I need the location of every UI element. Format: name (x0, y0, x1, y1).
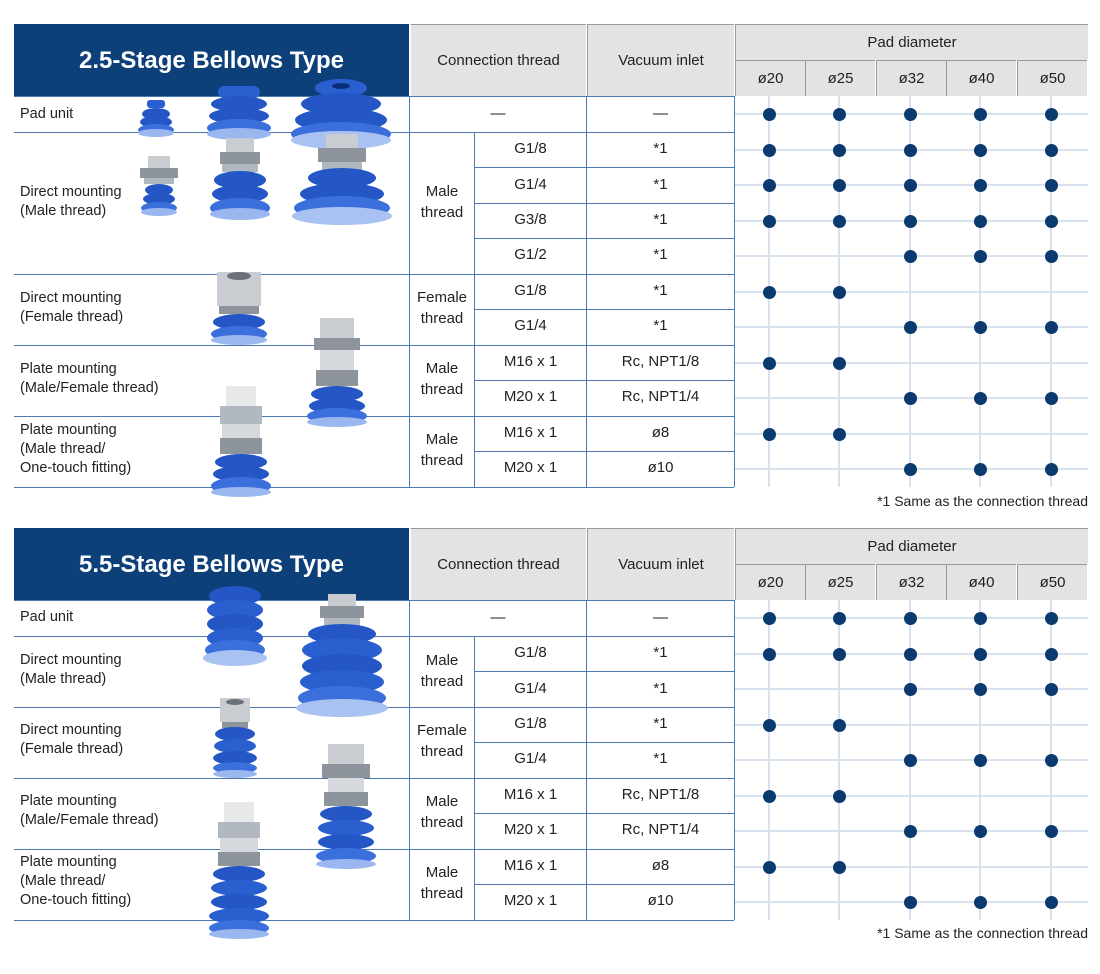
row-label: Pad unit (20, 106, 74, 122)
row-label: Plate mounting (Male/Female thread) (20, 793, 159, 828)
availability-dot (763, 286, 776, 299)
availability-dot (763, 861, 776, 874)
plate-mount-pad-image (314, 744, 378, 884)
availability-dot (1045, 250, 1058, 263)
availability-dot (833, 648, 846, 661)
table-body (14, 96, 1088, 509)
plate-mount-pad-image (306, 318, 368, 430)
availability-dot (904, 215, 917, 228)
availability-dot (833, 286, 846, 299)
availability-dot (974, 144, 987, 157)
availability-dot (763, 108, 776, 121)
availability-dot (1045, 321, 1058, 334)
bellows-pad-image (202, 586, 268, 676)
availability-dot (1045, 392, 1058, 405)
connection-thread-cell: G1/8 (514, 281, 547, 299)
availability-dot (974, 250, 987, 263)
connection-thread-cell: — (490, 609, 506, 626)
vacuum-inlet-cell: ø10 (647, 892, 674, 909)
female-thread-pad-image (209, 272, 269, 354)
footnote: *1 Same as the connection thread (877, 493, 1088, 509)
availability-dot (1045, 896, 1058, 909)
availability-dot (1045, 683, 1058, 696)
availability-dot (904, 754, 917, 767)
availability-dot (974, 612, 987, 625)
table-bottom-border (14, 920, 734, 921)
availability-dot (833, 612, 846, 625)
connection-thread-cell: M20 x 1 (503, 459, 558, 476)
availability-dot (833, 861, 846, 874)
availability-dot (974, 321, 987, 334)
header-diameter: ø32 (876, 564, 946, 600)
header-diameter: ø50 (1017, 564, 1087, 600)
grid-hline (735, 795, 1088, 797)
bellows-pad-image (137, 100, 175, 140)
connection-thread-cell: G1/4 (514, 317, 547, 334)
thread-type-label: Male thread (420, 863, 464, 902)
vacuum-inlet-cell: — (653, 609, 668, 626)
connection-thread-cell: M20 x 1 (503, 388, 558, 405)
availability-dot (904, 896, 917, 909)
table-header (14, 24, 1088, 96)
availability-dot (974, 825, 987, 838)
header-diameter: ø25 (805, 60, 875, 96)
availability-dot (974, 683, 987, 696)
availability-dot (763, 357, 776, 370)
thread-type-label: Male thread (420, 792, 464, 831)
connection-thread-cell: M20 x 1 (503, 821, 558, 838)
availability-dot (1045, 825, 1058, 838)
availability-dot (763, 215, 776, 228)
vacuum-inlet-cell: *1 (653, 644, 668, 661)
connection-thread-cell: M20 x 1 (503, 892, 558, 909)
thread-type-label: Male thread (420, 651, 464, 690)
availability-dot (833, 790, 846, 803)
availability-dot (763, 719, 776, 732)
row-label: Direct mounting (Male thread) (20, 652, 122, 687)
availability-dot (974, 896, 987, 909)
connection-thread-cell: M16 x 1 (503, 785, 558, 803)
vacuum-inlet-cell: Rc, NPT1/4 (621, 821, 700, 838)
table-header (14, 528, 1088, 600)
row-label: Pad unit (20, 609, 74, 625)
table-title: 2.5-Stage Bellows Type (14, 24, 409, 96)
vacuum-inlet-cell: *1 (653, 175, 668, 193)
availability-dot (833, 108, 846, 121)
availability-dot (763, 179, 776, 192)
header-vacuum-inlet: Vacuum inlet (587, 24, 734, 96)
availability-dot (974, 179, 987, 192)
availability-dot (904, 648, 917, 661)
column-separator (734, 600, 735, 920)
connection-thread-cell: G1/8 (514, 715, 547, 732)
vacuum-inlet-cell: Rc, NPT1/8 (621, 785, 700, 803)
availability-dot (1045, 648, 1058, 661)
availability-dot (763, 428, 776, 441)
vacuum-inlet-cell: *1 (653, 246, 668, 263)
row-label: Plate mounting (Male/Female thread) (20, 361, 159, 396)
male-thread-pad-image (292, 134, 392, 234)
connection-thread-cell: M16 x 1 (503, 856, 558, 874)
availability-dot (763, 144, 776, 157)
row-label: Direct mounting (Female thread) (20, 722, 124, 757)
vacuum-inlet-cell: *1 (653, 715, 668, 732)
vacuum-inlet-cell: Rc, NPT1/8 (621, 352, 700, 370)
thread-type-label: Male thread (420, 359, 464, 398)
header-diameter: ø40 (946, 564, 1016, 600)
grid-hline (735, 433, 1088, 435)
availability-dot (833, 357, 846, 370)
connection-thread-cell: — (490, 105, 506, 122)
one-touch-pad-image (210, 386, 272, 506)
availability-dot (904, 144, 917, 157)
header-vacuum-inlet: Vacuum inlet (587, 528, 734, 600)
header-diameter: ø25 (805, 564, 875, 600)
male-thread-pad-image (134, 156, 184, 222)
vacuum-inlet-cell: *1 (653, 140, 668, 157)
availability-dot (904, 463, 917, 476)
availability-dot (1045, 754, 1058, 767)
table-title: 5.5-Stage Bellows Type (14, 528, 409, 600)
header-pad-diameter: Pad diameter (735, 24, 1088, 60)
availability-dot (904, 392, 917, 405)
vacuum-inlet-cell: — (653, 105, 668, 122)
availability-dot (833, 179, 846, 192)
female-thread-pad-image (212, 698, 258, 780)
row-label: Direct mounting (Female thread) (20, 290, 124, 325)
connection-thread-cell: G1/4 (514, 175, 547, 193)
connection-thread-cell: G3/8 (514, 211, 547, 228)
row-label: Plate mounting (Male thread/ One-touch fitting) (20, 422, 132, 476)
connection-thread-cell: G1/4 (514, 750, 547, 767)
vacuum-inlet-cell: Rc, NPT1/4 (621, 388, 700, 405)
thread-type-label: Female thread (416, 722, 468, 760)
availability-dot (1045, 612, 1058, 625)
table-body (14, 600, 1088, 941)
grid-hline (735, 866, 1088, 868)
connection-thread-cell: M16 x 1 (503, 423, 558, 441)
availability-dot (763, 612, 776, 625)
row-label: Plate mounting (Male thread/ One-touch fitting) (20, 854, 132, 908)
male-thread-pad-image (208, 138, 272, 228)
availability-dot (904, 612, 917, 625)
thread-type-label: Male thread (420, 430, 464, 469)
availability-dot (1045, 215, 1058, 228)
availability-dot (974, 108, 987, 121)
grid-hline (735, 724, 1088, 726)
availability-dot (763, 648, 776, 661)
availability-dot (833, 215, 846, 228)
header-connection-thread: Connection thread (410, 528, 586, 600)
connection-thread-cell: G1/4 (514, 679, 547, 697)
availability-dot (974, 754, 987, 767)
vacuum-inlet-cell: ø8 (651, 856, 670, 874)
header-diameter: ø32 (876, 60, 946, 96)
availability-dot (833, 719, 846, 732)
availability-dot (904, 825, 917, 838)
grid-hline (735, 362, 1088, 364)
connection-thread-cell: G1/2 (514, 246, 547, 263)
vacuum-inlet-cell: *1 (653, 317, 668, 334)
vacuum-inlet-cell: *1 (653, 211, 668, 228)
bellows-male-pad-image (294, 594, 390, 730)
vacuum-inlet-cell: *1 (653, 750, 668, 767)
grid-hline (735, 291, 1088, 293)
table-2-5-stage (14, 24, 1088, 509)
header-diameter: ø40 (946, 60, 1016, 96)
connection-thread-cell: M16 x 1 (503, 352, 558, 370)
header-diameter: ø50 (1017, 60, 1087, 96)
vacuum-inlet-cell: *1 (653, 281, 668, 299)
header-pad-diameter: Pad diameter (735, 528, 1088, 564)
availability-dot (904, 250, 917, 263)
connection-thread-cell: G1/8 (514, 644, 547, 661)
thread-type-label: Female thread (416, 288, 468, 327)
availability-dot (974, 648, 987, 661)
table-bottom-border (14, 487, 734, 488)
vacuum-inlet-cell: ø10 (647, 459, 674, 476)
connection-thread-cell: G1/8 (514, 140, 547, 157)
vacuum-inlet-cell: *1 (653, 679, 668, 697)
availability-dot (833, 428, 846, 441)
bellows-pad-image (208, 84, 270, 144)
thread-type-label: Male thread (420, 182, 464, 221)
availability-dot (974, 215, 987, 228)
header-diameter: ø20 (735, 564, 805, 600)
header-connection-thread: Connection thread (410, 24, 586, 96)
row-label: Direct mounting (Male thread) (20, 184, 122, 219)
table-5-5-stage (14, 528, 1088, 941)
column-separator (734, 96, 735, 487)
vacuum-inlet-cell: ø8 (651, 423, 670, 441)
availability-dot (833, 144, 846, 157)
one-touch-pad-image (208, 802, 270, 954)
availability-dot (904, 108, 917, 121)
availability-dot (1045, 108, 1058, 121)
availability-dot (904, 683, 917, 696)
availability-dot (763, 790, 776, 803)
availability-dot (1045, 179, 1058, 192)
availability-dot (974, 463, 987, 476)
availability-dot (904, 321, 917, 334)
footnote: *1 Same as the connection thread (877, 925, 1088, 941)
availability-dot (1045, 144, 1058, 157)
availability-dot (974, 392, 987, 405)
availability-dot (1045, 463, 1058, 476)
availability-dot (904, 179, 917, 192)
header-diameter: ø20 (735, 60, 805, 96)
